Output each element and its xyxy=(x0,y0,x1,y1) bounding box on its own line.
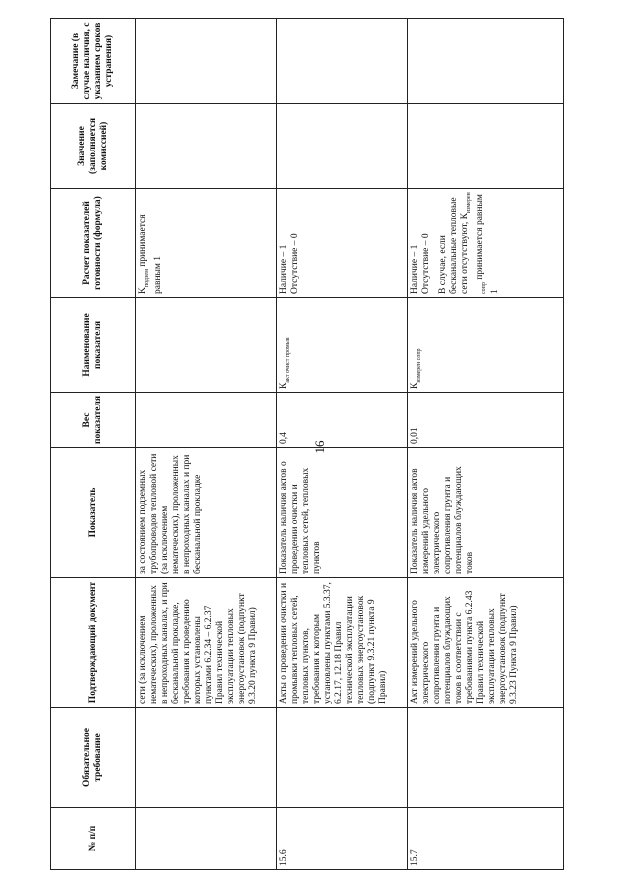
cell-requirement xyxy=(136,708,277,808)
cell-document: сети (за исключением нематеческих), проложенных в непроходных каналах, и при бесканальной прокладке, требования к проведению которых установлены пунктами 6.2.34 – 6.2.37 Правил технической эксплуатации тепловых энергоустановок (подпункт 9.3.20 пункта 9 Правил) xyxy=(136,578,277,708)
indicator-symbol: К xyxy=(279,382,289,389)
calc-note-text: В случае, если бесканальные тепловые сети отсутствуют, К xyxy=(438,197,470,294)
header-row xyxy=(51,19,136,870)
cell-indicator: за состоянием подземных трубопроводов тепловой сети (за исключением нематеческих), проложенных в непроходных каналах и при бесканальной прокладке xyxy=(136,448,277,578)
rotated-table-container xyxy=(50,19,575,870)
calc-line-absence: Отсутствие – 0 xyxy=(290,233,300,294)
cell-weight: 0,4 xyxy=(277,393,408,448)
cell-calc xyxy=(136,189,277,298)
indicator-subscript: акт очист промыв xyxy=(284,337,291,383)
calc-line-presence: Наличие – 1 xyxy=(279,244,289,294)
cell-name xyxy=(408,298,564,393)
cell-num: 15.7 xyxy=(408,808,564,870)
cell-document: Акты о проведении очистки и промывки тепловых сетей, тепловых пунктов, требования к которым установлены пунктами 5.3.37, 6.2.17, 12.18 Правил технической эксплуатации тепловых энергоустановок (подпункт 9.3.21 пункта 9 Правил) xyxy=(277,578,408,708)
indicator-subscript: измерен сопр xyxy=(415,348,422,383)
header-name: Наименование показателя xyxy=(51,298,136,393)
table-row xyxy=(408,19,564,870)
header-weight: Вес показателя xyxy=(51,393,136,448)
header-indicator: Показатель xyxy=(51,448,136,578)
cell-value xyxy=(136,104,277,189)
header-num: № п/п xyxy=(51,808,136,870)
cell-num xyxy=(136,808,277,870)
cell-value xyxy=(408,104,564,189)
indicator-symbol: К xyxy=(410,382,420,389)
cell-indicator: Показатель наличия актов измерений удельного электрического сопротивления грунта и потенциалов блуждающих токов xyxy=(408,448,564,578)
calc-symbol: K xyxy=(138,287,148,294)
cell-requirement xyxy=(277,708,408,808)
table-row xyxy=(136,19,277,870)
cell-calc xyxy=(408,189,564,298)
cell-remark xyxy=(136,19,277,104)
cell-document: Акт измерений удельного электрического сопротивления грунта и потенциалов блуждающих токов в соответствии с требованиями пункта 6.2.43 Правил технической эксплуатации тепловых энергоустановок (подпункт 9.3.23 Пункта 9 Правил) xyxy=(408,578,564,708)
cell-value xyxy=(277,104,408,189)
page-number: 16 xyxy=(312,440,327,454)
cell-name xyxy=(136,298,277,393)
header-remark: Замечание (в случае наличия, с указанием сроков устранения) xyxy=(51,19,136,104)
header-requirement: Обязательное требование xyxy=(51,708,136,808)
cell-indicator: Показатель наличия актов о проведении очистки и тепловых сетей, тепловых пунктов xyxy=(277,448,408,578)
header-document: Подтверждающий документ xyxy=(51,578,136,708)
header-value: Значение (заполняется комиссией) xyxy=(51,104,136,189)
cell-calc xyxy=(277,189,408,298)
calc-note xyxy=(438,192,501,294)
cell-requirement xyxy=(408,708,564,808)
cell-remark xyxy=(277,19,408,104)
requirements-table xyxy=(50,18,564,870)
cell-weight xyxy=(136,393,277,448)
calc-text: принимается равным 1 xyxy=(138,214,163,294)
calc-line-presence: Наличие – 1 xyxy=(410,244,420,294)
calc-line-absence: Отсутствие – 0 xyxy=(421,233,431,294)
calc-note-tail: принимается равным 1 xyxy=(474,194,500,294)
calc-note-subscript: измерен сопр xyxy=(465,192,487,294)
calc-subscript: подзем xyxy=(143,269,150,288)
cell-remark xyxy=(408,19,564,104)
table-row xyxy=(277,19,408,870)
cell-name xyxy=(277,298,408,393)
cell-num: 15.6 xyxy=(277,808,408,870)
cell-weight: 0,01 xyxy=(408,393,564,448)
header-calc: Расчет показателей готовности (формула) xyxy=(51,189,136,298)
